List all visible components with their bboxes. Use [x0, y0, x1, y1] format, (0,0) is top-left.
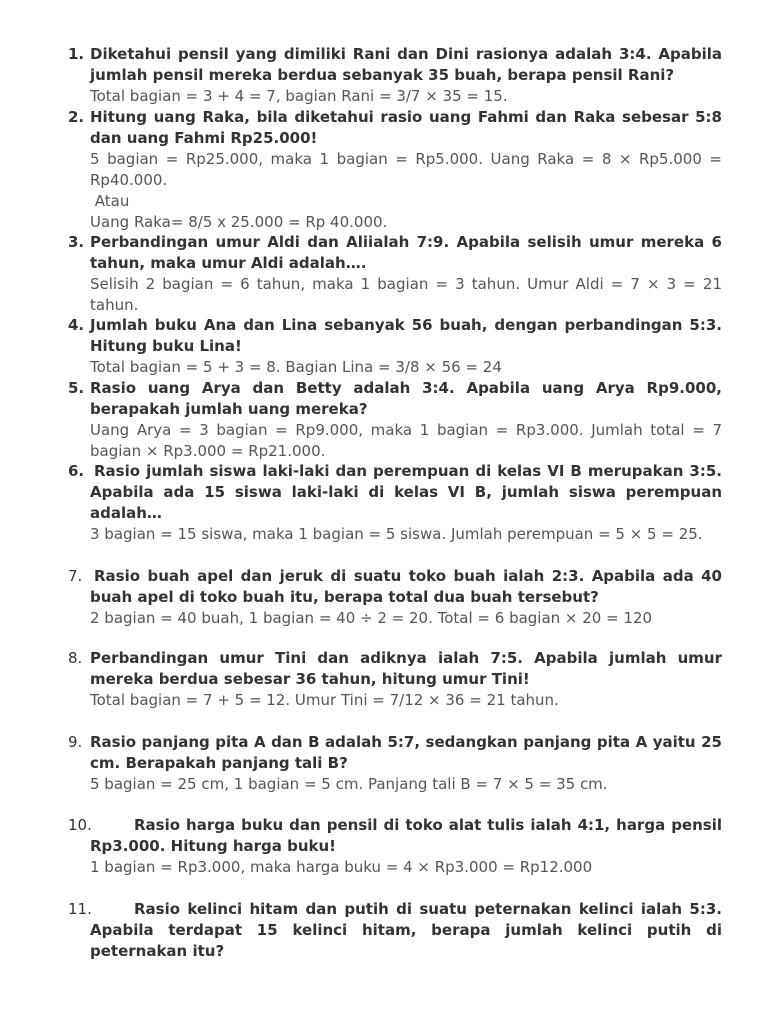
question-text: Perbandingan umur Tini dan adiknya ialah 7:5. Apabila jumlah umur mereka berdua sebesar 36 tahun, hitung umur Tini!: [90, 649, 722, 688]
item-number: 8.: [68, 649, 83, 667]
item-text: [90, 461, 722, 545]
question-text: Rasio harga buku dan pensil di toko alat tulis ialah 4:1, harga pensil Rp3.000. Hitung harga buku!: [90, 816, 722, 855]
item-text: [90, 899, 722, 962]
item-text: [90, 648, 722, 711]
item-number: 10.: [68, 816, 92, 834]
question-text: Diketahui pensil yang dimiliki Rani dan Dini rasionya adalah 3:4. Apabila jumlah pensil mereka berdua sebanyak 35 buah, berapa pensil Rani?: [90, 45, 722, 84]
answer-text: 5 bagian = Rp25.000, maka 1 bagian = Rp5.000. Uang Raka = 8 × Rp5.000 = Rp40.000.: [90, 150, 722, 189]
item-number: 1.: [68, 45, 85, 63]
item-number: 3.: [68, 233, 85, 251]
question-text: Rasio kelinci hitam dan putih di suatu peternakan kelinci ialah 5:3. Apabila terdapat 15 kelinci hitam, berapa jumlah kelinci putih di peternakan itu?: [90, 900, 722, 960]
answer-text: 2 bagian = 40 buah, 1 bagian = 40 ÷ 2 = 20. Total = 6 bagian × 20 = 120: [90, 609, 653, 627]
answer-text: Total bagian = 7 + 5 = 12. Umur Tini = 7/12 × 36 = 21 tahun.: [90, 691, 559, 709]
item-text: [90, 566, 722, 629]
answer-text: Atau: [90, 192, 130, 210]
question-text: Rasio jumlah siswa laki-laki dan perempuan di kelas VI B merupakan 3:5. Apabila ada 15 siswa laki-laki di kelas VI B, jumlah siswa perempuan adalah…: [90, 462, 722, 522]
item-text: [90, 732, 722, 795]
answer-text: Total bagian = 3 + 4 = 7, bagian Rani = 3/7 × 35 = 15.: [90, 87, 508, 105]
item-text: [90, 107, 722, 233]
question-text: Hitung uang Raka, bila diketahui rasio uang Fahmi dan Raka sebesar 5:8 dan uang Fahmi Rp25.000!: [90, 108, 722, 147]
item-text: [90, 315, 722, 378]
question-text: Perbandingan umur Aldi dan Aliialah 7:9. Apabila selisih umur mereka 6 tahun, maka umur Aldi adalah….: [90, 233, 722, 272]
answer-text: 3 bagian = 15 siswa, maka 1 bagian = 5 siswa. Jumlah perempuan = 5 × 5 = 25.: [90, 525, 703, 543]
item-number: 5.: [68, 379, 85, 397]
answer-text: Uang Raka= 8/5 x 25.000 = Rp 40.000.: [90, 213, 388, 231]
answer-text: Total bagian = 5 + 3 = 8. Bagian Lina = 3/8 × 56 = 24: [90, 358, 502, 376]
item-number: 6.: [68, 462, 85, 480]
item-text: [90, 815, 722, 878]
answer-text: Selisih 2 bagian = 6 tahun, maka 1 bagian = 3 tahun. Umur Aldi = 7 × 3 = 21 tahun.: [90, 275, 722, 314]
item-text: [90, 378, 722, 462]
answer-text: 1 bagian = Rp3.000, maka harga buku = 4 × Rp3.000 = Rp12.000: [90, 858, 593, 876]
question-text: Rasio uang Arya dan Betty adalah 3:4. Apabila uang Arya Rp9.000, berapakah jumlah uang mereka?: [90, 379, 722, 418]
answer-text: 5 bagian = 25 cm, 1 bagian = 5 cm. Panjang tali B = 7 × 5 = 35 cm.: [90, 775, 608, 793]
item-number: 9.: [68, 733, 83, 751]
question-text: Rasio buah apel dan jeruk di suatu toko buah ialah 2:3. Apabila ada 40 buah apel di toko buah itu, berapa total dua buah tersebut?: [90, 567, 722, 606]
answer-text: Uang Arya = 3 bagian = Rp9.000, maka 1 bagian = Rp3.000. Jumlah total = 7 bagian × Rp3.000 = Rp21.000.: [90, 421, 722, 460]
item-number: 7.: [68, 567, 83, 585]
item-number: 2.: [68, 108, 85, 126]
question-text: Jumlah buku Ana dan Lina sebanyak 56 buah, dengan perbandingan 5:3. Hitung buku Lina!: [90, 316, 722, 355]
item-text: [90, 44, 722, 107]
item-number: 11.: [68, 900, 92, 918]
item-number: 4.: [68, 316, 85, 334]
item-text: [90, 232, 722, 316]
question-text: Rasio panjang pita A dan B adalah 5:7, sedangkan panjang pita A yaitu 25 cm. Berapakah panjang tali B?: [90, 733, 722, 772]
